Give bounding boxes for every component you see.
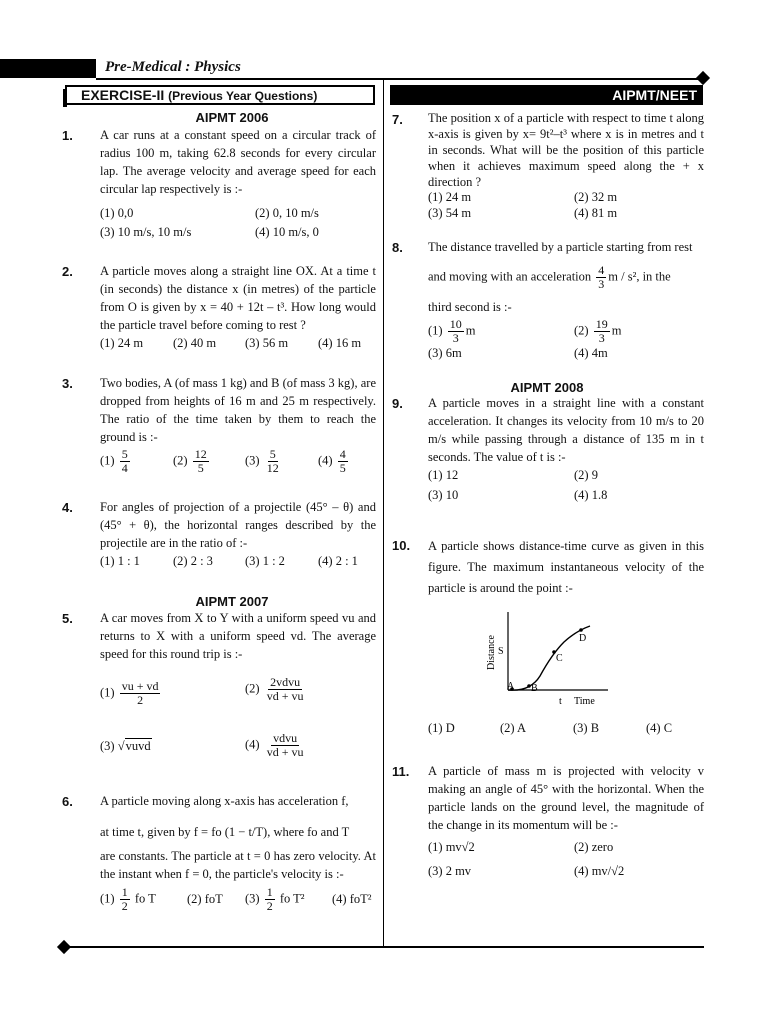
denominator: 5 xyxy=(339,461,346,475)
option-label: (3) xyxy=(245,891,260,906)
question-text: A particle moves along a straight line OX. At a time t (in seconds) the distance x (in metres) of the particle from O is given by x = 40 + 12t – t³. How long would the particle travel before coming to rest ? xyxy=(100,264,376,332)
question-text-formula xyxy=(100,823,376,841)
question-number: 10. xyxy=(392,538,411,553)
option: (3) 1 : 2 xyxy=(245,554,285,568)
option: (4) C xyxy=(646,721,673,735)
option: (4) mv/√2 xyxy=(574,864,625,878)
option: (1) D xyxy=(428,721,455,735)
section-heading-2006: AIPMT 2006 xyxy=(195,110,269,125)
question-text: A particle of mass m is projected with velocity v making an angle of 45° with the horizontal. When the particle lands on the ground level, the magnitude of the change in its momentum will be :- xyxy=(428,764,704,832)
fraction xyxy=(338,448,348,475)
option-label: (1) xyxy=(428,323,443,338)
question-number: 2. xyxy=(62,264,73,279)
option: (1) 24 m xyxy=(428,190,472,204)
fraction xyxy=(448,318,464,345)
distance-time-graph xyxy=(480,604,620,710)
section-heading-2007: AIPMT 2007 xyxy=(195,594,269,609)
option-label: (1) xyxy=(100,891,115,906)
formula-text: and moving with an acceleration xyxy=(428,269,592,284)
option: (4) 10 m/s, 0 xyxy=(255,225,319,239)
question-text: A particle shows distance-time curve as given in this figure. The maximum instantaneous velocity of the particle is around the point :- xyxy=(428,539,704,595)
question-number: 7. xyxy=(392,112,403,127)
fraction xyxy=(120,680,161,707)
option: (1) 0,0 xyxy=(100,206,134,220)
question-text: A car runs at a constant speed on a circular track of radius 100 m, taking 62.8 seconds for every circular lap. The average velocity and average speed for each circular lap respectively is :- xyxy=(100,128,376,196)
option: (3) 56 m xyxy=(245,336,289,350)
option xyxy=(245,448,283,475)
question-number: 11. xyxy=(392,764,410,779)
question-text: Two bodies, A (of mass 1 kg) and B (of mass 3 kg), are dropped from heights of 16 m and 25 m respectively. The ratio of the time taken by them to reach the ground is :- xyxy=(100,376,376,444)
option xyxy=(245,886,305,913)
question-text: A particle moving along x-axis has acceleration f, xyxy=(100,794,349,808)
fraction xyxy=(265,676,306,703)
fraction xyxy=(120,448,130,475)
option: (1) 12 xyxy=(428,468,459,482)
denominator: 3 xyxy=(598,277,605,291)
question-text: For angles of projection of a projectile (45° – θ) and (45° + θ), the horizontal ranges described by the projectile are in the ratio of :- xyxy=(100,500,376,550)
numerator: 10 xyxy=(449,317,462,331)
formula-tail: , in the xyxy=(636,269,671,284)
option: (4) 81 m xyxy=(574,206,618,220)
footer-rule xyxy=(64,946,704,948)
option: (2) 32 m xyxy=(574,190,618,204)
question-number: 8. xyxy=(392,240,403,255)
page-header-title: Pre-Medical : Physics xyxy=(105,59,241,75)
x-axis-t-label: t xyxy=(559,696,562,707)
option: (4) 4m xyxy=(574,346,608,360)
label-d: D xyxy=(579,633,587,644)
option-label: (1) xyxy=(100,685,115,700)
option: (3) 6m xyxy=(428,346,462,360)
question-text-formula xyxy=(428,264,708,291)
option xyxy=(318,448,350,475)
fraction xyxy=(265,732,306,759)
option: (1) 24 m xyxy=(100,336,144,350)
question-number: 3. xyxy=(62,376,73,391)
question-text: third second is :- xyxy=(428,300,512,314)
numerator: 2vdvu xyxy=(270,675,301,689)
question-text: are constants. The particle at t = 0 has zero velocity. At the instant when f = 0, the particle's velocity is :- xyxy=(100,849,376,881)
footer-diamond-icon xyxy=(57,940,71,954)
y-axis-label: Distance xyxy=(486,635,497,670)
denominator: 4 xyxy=(121,461,128,475)
exercise-title: EXERCISE-II xyxy=(81,87,165,103)
exercise-heading xyxy=(65,85,375,105)
option: (4) 2 : 1 xyxy=(318,554,358,568)
option xyxy=(428,318,475,345)
header-rule xyxy=(96,78,703,80)
option-label: (3) xyxy=(245,453,260,468)
point-d-marker xyxy=(579,628,583,632)
exercise-subtitle: (Previous Year Questions) xyxy=(168,89,318,103)
question-text: A particle moves in a straight line with a constant acceleration. It changes its velocity from 10 m/s to 20 m/s while passing through a distance of 135 m in t seconds. The value of t is :- xyxy=(428,396,704,464)
x-axis-label: Time xyxy=(574,696,595,707)
option: (3) B xyxy=(573,721,600,735)
option-term: fo T xyxy=(134,891,156,906)
option: (2) A xyxy=(500,721,527,735)
fraction xyxy=(120,886,130,913)
numerator: 1 xyxy=(266,885,273,899)
option: (4) foT² xyxy=(332,892,372,906)
denominator: 3 xyxy=(598,331,605,345)
option: (2) 2 : 3 xyxy=(173,554,213,568)
fraction xyxy=(594,318,610,345)
sqrt-value: vuvd xyxy=(125,739,151,753)
header-black-bar xyxy=(0,59,96,78)
option: (4) 1.8 xyxy=(574,488,608,502)
numerator: 1 xyxy=(121,885,128,899)
option xyxy=(100,448,132,475)
label-a: A xyxy=(507,681,515,692)
option-label: (2) xyxy=(574,323,589,338)
label-b: B xyxy=(531,683,538,694)
option-label: (4) xyxy=(245,737,260,752)
section-heading-2008: AIPMT 2008 xyxy=(510,380,584,395)
numerator: 4 xyxy=(339,447,346,461)
numerator: 5 xyxy=(269,447,276,461)
question-number: 6. xyxy=(62,794,73,809)
option-label: (2) xyxy=(173,453,188,468)
denominator: 2 xyxy=(121,899,128,913)
option: (2) zero xyxy=(574,840,614,854)
numerator: 12 xyxy=(194,447,207,461)
question-number: 4. xyxy=(62,500,73,515)
denominator: 3 xyxy=(452,331,459,345)
denominator: vd + vu xyxy=(266,689,304,703)
label-c: C xyxy=(556,653,563,664)
unit: m / s² xyxy=(608,269,637,284)
header-diamond-icon xyxy=(696,71,710,85)
option: (3) √vuvd xyxy=(100,739,151,753)
numerator: 5 xyxy=(121,447,128,461)
column-divider xyxy=(383,80,384,948)
fraction xyxy=(193,448,209,475)
exam-label: AIPMT/NEET xyxy=(390,85,703,105)
option: (3) 2 mv xyxy=(428,864,472,878)
question-text: The position x of a particle with respect to time t along x-axis is given by x= 9t²–t³ where x is in metres and t in seconds. What will be the position of this particle when it achieves maximum speed along the + x direction ? xyxy=(428,111,704,189)
unit: m xyxy=(611,323,622,338)
option xyxy=(100,680,162,707)
formula-tail: , where fo and T xyxy=(267,825,350,839)
fraction xyxy=(596,264,606,291)
option xyxy=(574,318,621,345)
numerator: vu + vd xyxy=(121,679,159,693)
option: (2) 40 m xyxy=(173,336,217,350)
denominator: 12 xyxy=(266,461,279,475)
question-text: A car moves from X to Y with a uniform speed vu and returns to X with a uniform speed vd. The average speed for this round trip is :- xyxy=(100,611,376,661)
option: (3) 54 m xyxy=(428,206,472,220)
option: (2) foT xyxy=(187,892,223,906)
option: (4) 16 m xyxy=(318,336,362,350)
numerator: 19 xyxy=(595,317,608,331)
denominator: 2 xyxy=(266,899,273,913)
option xyxy=(173,448,211,475)
option: (1) mv√2 xyxy=(428,840,475,854)
denominator: vd + vu xyxy=(266,745,304,759)
formula-paren: (1 − t/T) xyxy=(224,825,268,839)
option xyxy=(245,732,307,759)
formula-text: at time t, given by f = fo xyxy=(100,825,222,839)
option xyxy=(100,886,156,913)
question-number: 1. xyxy=(62,128,73,143)
fraction xyxy=(265,886,275,913)
label-s: S xyxy=(498,646,504,657)
question-text: The distance travelled by a particle starting from rest xyxy=(428,240,693,254)
option-term: fo T² xyxy=(279,891,305,906)
option: (1) 1 : 1 xyxy=(100,554,140,568)
option xyxy=(245,676,307,703)
distance-curve xyxy=(508,626,590,690)
numerator: 4 xyxy=(598,263,605,277)
fraction xyxy=(265,448,281,475)
unit: m xyxy=(465,323,476,338)
numerator: vdvu xyxy=(273,731,298,745)
option-label: (2) xyxy=(245,681,260,696)
option: (2) 9 xyxy=(574,468,598,482)
denominator: 5 xyxy=(197,461,204,475)
option: (3) 10 m/s, 10 m/s xyxy=(100,225,192,239)
option: (2) 0, 10 m/s xyxy=(255,206,319,220)
option-label: (3) xyxy=(100,739,115,753)
question-number: 5. xyxy=(62,611,73,626)
option-label: (4) xyxy=(318,453,333,468)
denominator: 2 xyxy=(137,693,144,707)
question-number: 9. xyxy=(392,396,403,411)
option-label: (1) xyxy=(100,453,115,468)
option: (3) 10 xyxy=(428,488,459,502)
